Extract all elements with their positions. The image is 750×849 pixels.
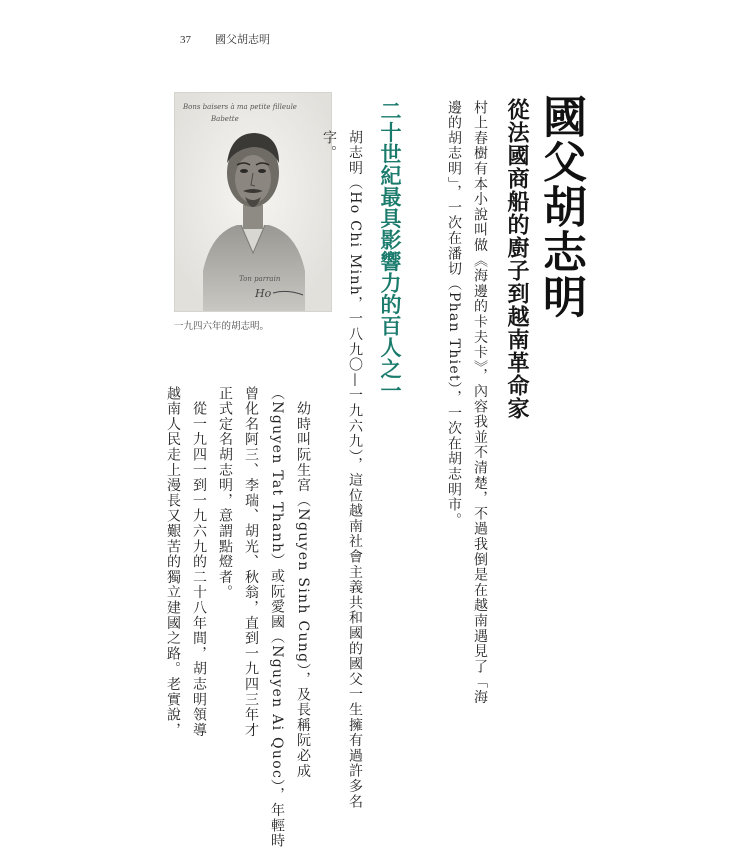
body-line-6: 正式定名胡志明，意謂點燈者。 xyxy=(217,386,233,601)
body-line-5: 曾化名阿三、李瑞、胡光、秋翁，直到一九四三年才 xyxy=(243,386,259,738)
page-number: 37 xyxy=(180,34,191,46)
body-line-3: 幼時叫阮生宮（Nguyen Sinh Cung），及長稱阮必成 xyxy=(295,386,311,779)
running-header xyxy=(180,31,270,47)
photo-inscription-bottom: Ton parrain xyxy=(239,275,281,283)
running-title: 國父胡志明 xyxy=(215,33,270,46)
body-line-7: 從一九四一到一九六九的二十八年間，胡志明領導 xyxy=(191,386,207,738)
body-line-2: 字。 xyxy=(321,130,337,161)
section-heading: 二十世紀最具影響力的百人之一 xyxy=(378,100,403,401)
body-line-4: （Nguyen Tat Thanh）或阮愛國（Nguyen Ai Quoc），年輕時 xyxy=(269,386,285,849)
chapter-title: 國父胡志明 xyxy=(535,94,586,319)
body-line-1: 胡志明（Ho Chi Minh，一八九〇—一九六九），這位越南社會主義共和國的國父一生擁有過許多名 xyxy=(347,130,363,810)
intro-line-2: 邊的胡志明」，一次在潘切（Phan Thiet），一次在胡志明市。 xyxy=(446,100,462,528)
photo-inscription-top: Bons baisers à ma petite filleule xyxy=(183,103,297,111)
chapter-subtitle: 從法國商船的廚子到越南革命家 xyxy=(504,98,530,420)
photo-inscription-top-2: Babette xyxy=(211,115,239,123)
body-line-8: 越南人民走上漫長又艱苦的獨立建國之路。老實說， xyxy=(165,386,181,738)
photo-caption: 一九四六年的胡志明。 xyxy=(174,321,270,332)
portrait-photo xyxy=(174,92,332,312)
photo-signature: Ho xyxy=(255,287,272,300)
intro-line-1: 村上春樹有本小說叫做《海邊的卡夫卡》，內容我並不清楚，不過我倒是在越南遇見了「海 xyxy=(472,100,488,705)
